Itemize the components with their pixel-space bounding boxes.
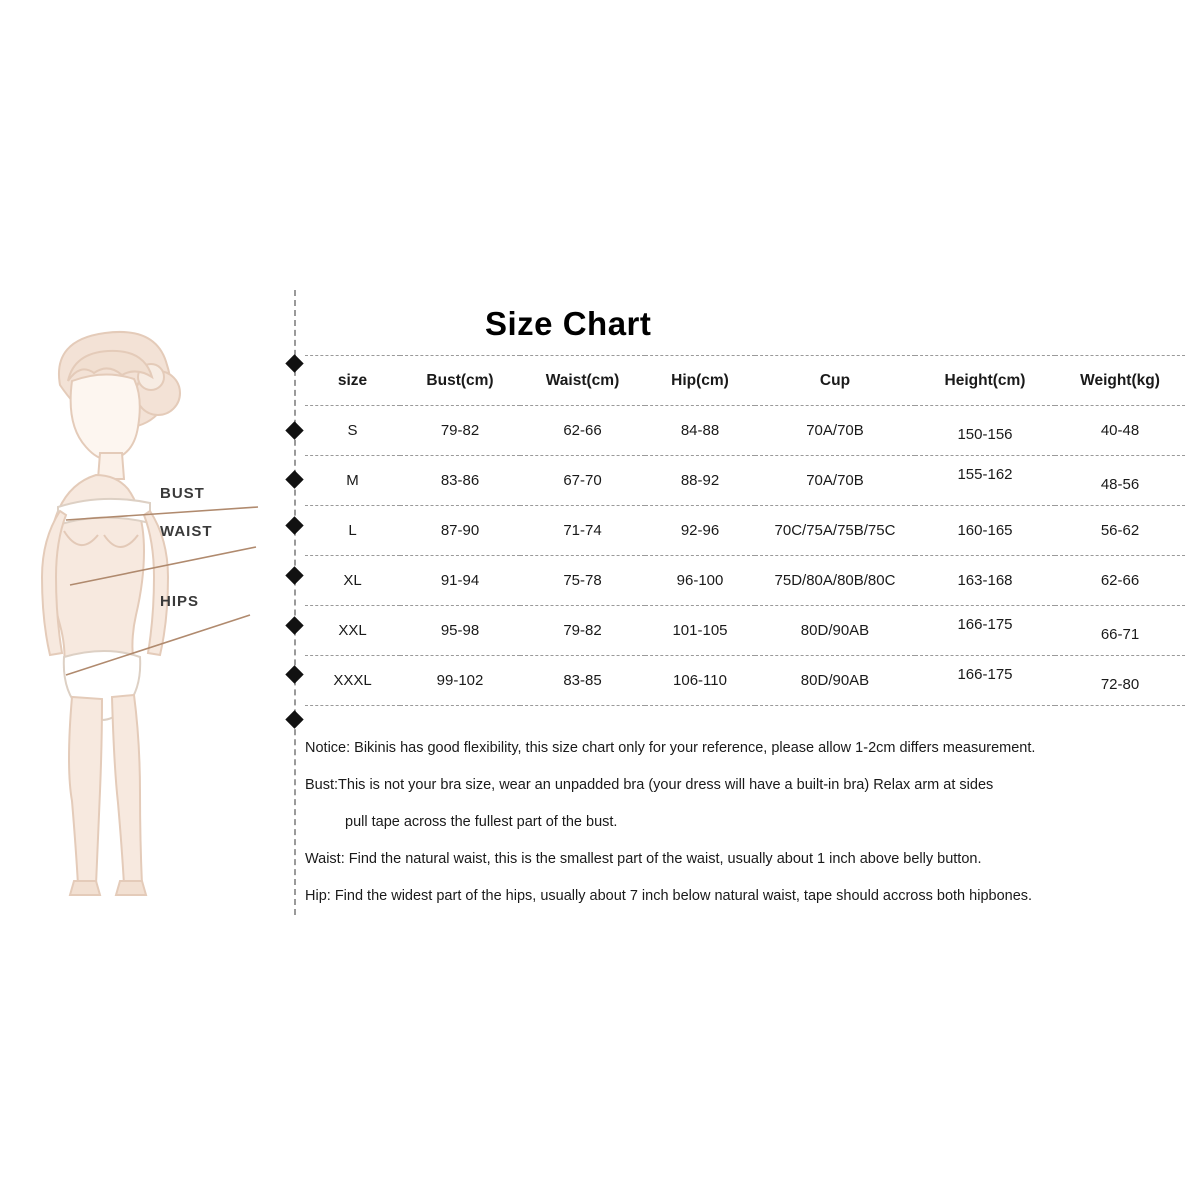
cell-bust: 83-86 [400,456,520,506]
cell-cup: 80D/90AB [755,656,915,706]
cell-cup: 70C/75A/75B/75C [755,506,915,556]
column-header-cup: Cup [755,356,915,406]
label-waist: WAIST [160,523,213,540]
note-waist: Waist: Find the natural waist, this is the smallest part of the waist, usually about 1 inch above belly button. [305,851,982,867]
female-body-figure-svg [0,285,295,915]
cell-weight: 66-71 [1055,610,1185,660]
cell-size: M [305,456,400,506]
cell-hip: 88-92 [645,456,755,506]
table-row [305,506,1185,556]
table-header-row [305,356,1185,406]
cell-cup: 80D/90AB [755,606,915,656]
table-row [305,606,1185,656]
size-table-wrapper [305,355,1185,706]
cell-weight: 56-62 [1055,506,1185,556]
cell-size: S [305,406,400,456]
cell-size: XXXL [305,656,400,706]
column-header-size: size [305,356,400,406]
note-hip: Hip: Find the widest part of the hips, usually about 7 inch below natural waist, tape should accross both hipbones. [305,888,1033,904]
cell-weight: 40-48 [1055,406,1185,456]
cell-bust: 99-102 [400,656,520,706]
size-table [305,355,1185,706]
cell-waist: 83-85 [520,656,645,706]
note-bust-line1: Bust:This is not your bra size, wear an unpadded bra (your dress will have a built-in bra) Relax arm at sides [305,777,994,793]
size-chart-pane [295,285,1200,915]
cell-hip: 92-96 [645,506,755,556]
table-row [305,406,1185,456]
cell-waist: 71-74 [520,506,645,556]
table-row [305,556,1185,606]
notes-section [305,733,1195,918]
note-notice: Notice: Bikinis has good flexibility, this size chart only for your reference, please allow 1-2cm differs measurement. [305,740,1036,756]
cell-height: 163-168 [915,556,1055,606]
cell-size: L [305,506,400,556]
cell-height: 160-165 [915,506,1055,556]
column-header-weight: Weight(kg) [1055,356,1185,406]
column-header-bust: Bust(cm) [400,356,520,406]
cell-height: 155-162 [915,450,1055,500]
cell-height: 166-175 [915,600,1055,650]
cell-weight: 62-66 [1055,556,1185,606]
column-header-waist: Waist(cm) [520,356,645,406]
cell-hip: 96-100 [645,556,755,606]
cell-waist: 79-82 [520,606,645,656]
cell-size: XL [305,556,400,606]
body-illustration [0,285,295,915]
cell-waist: 67-70 [520,456,645,506]
cell-height: 166-175 [915,650,1055,700]
cell-weight: 48-56 [1055,460,1185,510]
cell-cup: 75D/80A/80B/80C [755,556,915,606]
cell-height: 150-156 [915,410,1055,460]
cell-cup: 70A/70B [755,406,915,456]
cell-bust: 91-94 [400,556,520,606]
column-header-hip: Hip(cm) [645,356,755,406]
cell-hip: 84-88 [645,406,755,456]
table-body [305,406,1185,706]
column-header-height: Height(cm) [915,356,1055,406]
label-bust: BUST [160,485,205,502]
note-bust-line2: pull tape across the fullest part of the bust. [345,814,618,830]
cell-hip: 101-105 [645,606,755,656]
table-header [305,356,1185,406]
label-hips: HIPS [160,593,200,610]
cell-bust: 95-98 [400,606,520,656]
cell-bust: 79-82 [400,406,520,456]
cell-cup: 70A/70B [755,456,915,506]
cell-weight: 72-80 [1055,660,1185,710]
cell-waist: 75-78 [520,556,645,606]
cell-size: XXL [305,606,400,656]
cell-bust: 87-90 [400,506,520,556]
cell-waist: 62-66 [520,406,645,456]
cell-hip: 106-110 [645,656,755,706]
table-row [305,656,1185,706]
table-row [305,456,1185,506]
page-title: Size Chart [485,305,652,342]
